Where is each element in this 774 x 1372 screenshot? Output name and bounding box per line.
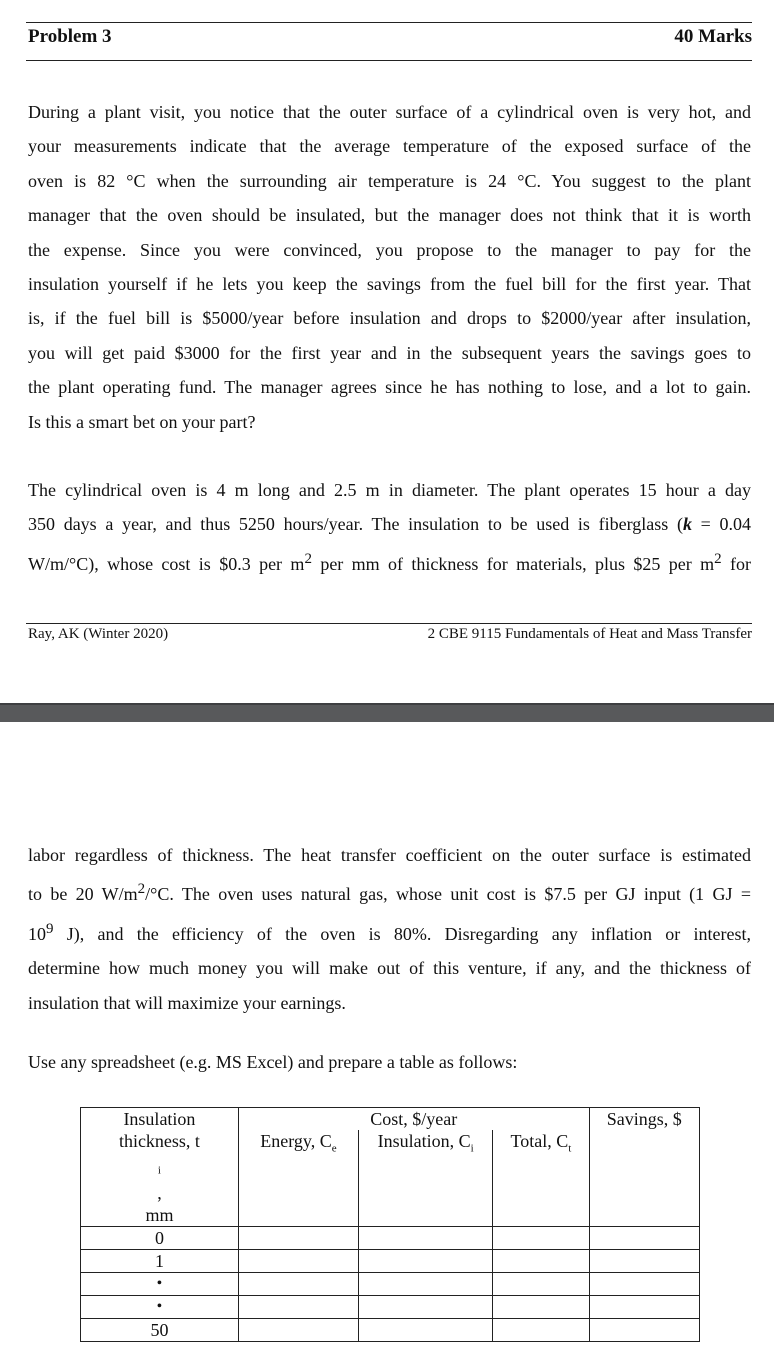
header-cost-group: Cost, $/year — [238, 1108, 589, 1131]
text-line: Use any spreadsheet (e.g. MS Excel) and prepare a table as follows: — [28, 1052, 518, 1072]
paragraph-instruction — [28, 1045, 751, 1079]
page-separator — [0, 705, 774, 722]
text-line: insulation yourself if he lets you keep the savings from the fuel bill for the first year. That — [28, 274, 751, 295]
text-line: During a plant visit, you notice that the outer surface of a cylindrical oven is very hot, and — [28, 102, 751, 122]
text-line: is, if the fuel bill is $5000/year before insulation and drops to $2000/year after insulation, — [28, 308, 751, 329]
thickness-cell: 50 — [81, 1318, 239, 1341]
text-line: W/m/°C), whose cost is $0.3 per $m^2$ per mm of thickness for materials, plus $25 per $m^2$ for — [28, 550, 751, 574]
text-line: manager that the oven should be insulated, but the manager does not think that it is worth — [28, 205, 751, 226]
text-line: the expense. Since you were convinced, you propose to the manager to pay for the — [28, 239, 751, 260]
table-row — [81, 1295, 700, 1318]
footer-author: Ray, AK (Winter 2020) — [28, 626, 169, 642]
header-total: Total, $C_t$ — [493, 1130, 589, 1226]
text-line: insulation that will maximize your earnings. — [28, 992, 346, 1013]
table-row — [81, 1318, 700, 1341]
text-line: 350 days a year, and thus 5250 hours/year. The insulation to be used is fiberglass (k = 0.04 — [28, 514, 751, 535]
top-rule — [26, 22, 752, 23]
header-energy: Energy, $C_e$ — [238, 1130, 358, 1226]
header-rule — [26, 60, 752, 61]
text-line: determine how much money you will make out of this venture, if any, and the thickness of — [28, 958, 751, 979]
footer-course: 2 CBE 9115 Fundamentals of Heat and Mass Transfer — [427, 626, 752, 642]
paragraph-oven-specs — [28, 473, 751, 581]
paragraph-continuation — [28, 838, 751, 1020]
problem-title: Problem 3 — [28, 26, 112, 47]
header-thickness: Insulation thickness, t $_i$ , — [81, 1108, 239, 1204]
cost-table — [80, 1107, 700, 1342]
header-savings: Savings, $ — [589, 1108, 699, 1227]
marks-label: 40 Marks — [674, 26, 752, 47]
text-line: Is this a smart bet on your part? — [28, 411, 256, 432]
table-row — [81, 1226, 700, 1249]
header-insulation: Insulation, $C_i$ — [359, 1130, 493, 1226]
table-row — [81, 1272, 700, 1295]
thickness-cell: • — [81, 1295, 239, 1318]
footer-rule — [26, 623, 752, 624]
text-line: $10^9$ J), and the efficiency of the oven is 80%. Disregarding any inflation or interest, — [28, 920, 751, 944]
text-line: you will get paid $3000 for the first year and in the subsequent years the savings goes to — [28, 342, 751, 363]
thickness-cell: • — [81, 1272, 239, 1295]
thickness-cell: 0 — [81, 1226, 239, 1249]
text-line: to be 20 $W/m^2/^\circ C$. The oven uses natural gas, whose unit cost is $7.5 per GJ input (1 GJ = — [28, 881, 751, 905]
text-line: your measurements indicate that the average temperature of the exposed surface of the — [28, 136, 751, 157]
text-line: the plant operating fund. The manager agrees since he has nothing to lose, and a lot to gain. — [28, 377, 751, 398]
text-line: The cylindrical oven is 4 m long and 2.5 m in diameter. The plant operates 15 hour a day — [28, 480, 751, 500]
header-thickness-unit: mm — [81, 1204, 239, 1227]
text-line: labor regardless of thickness. The heat transfer coefficient on the outer surface is estimated — [28, 845, 751, 865]
paragraph-intro — [28, 95, 751, 439]
text-line: oven is 82 °C when the surrounding air temperature is 24 °C. You suggest to the plant — [28, 170, 751, 191]
k-symbol: k — [682, 514, 692, 535]
table-row — [81, 1249, 700, 1272]
thickness-cell: 1 — [81, 1249, 239, 1272]
